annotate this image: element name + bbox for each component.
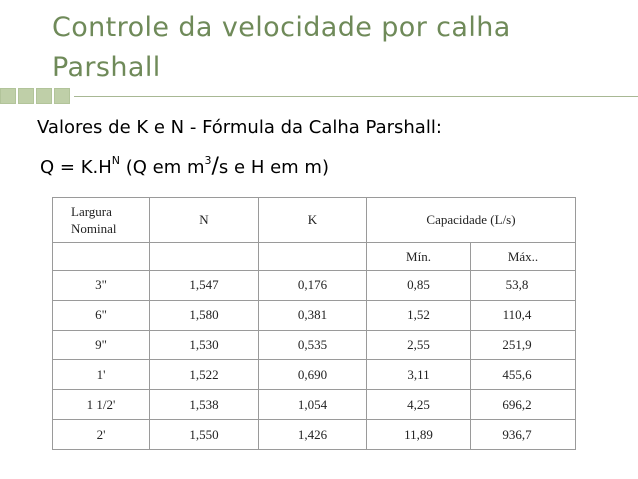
parshall-table (52, 197, 576, 450)
cell-largura: 1 1/2' (53, 390, 150, 420)
header-largura-line2: Nominal (71, 221, 117, 236)
table-row (53, 300, 576, 330)
header-row (53, 198, 576, 243)
cell-min: 2,55 (367, 330, 471, 360)
square-icon (36, 88, 52, 104)
decorative-squares (0, 86, 72, 106)
header-largura (53, 198, 150, 243)
cell-max: 936,7 (471, 420, 576, 450)
title-divider (0, 86, 638, 106)
square-icon (18, 88, 34, 104)
formula-units-rest: s e H em m) (218, 157, 329, 178)
formula-q: Q = K.H (40, 157, 112, 178)
formula-units-open: (Q em m (120, 157, 205, 178)
header-capacidade: Capacidade (L/s) (367, 198, 576, 243)
cell-min: 1,52 (367, 300, 471, 330)
header-min: Mín. (367, 243, 471, 271)
cell-n: 1,547 (150, 271, 259, 301)
cell-min: 4,25 (367, 390, 471, 420)
formula-exponent-3: 3 (204, 154, 212, 167)
cell-n: 1,522 (150, 360, 259, 390)
cell-n: 1,580 (150, 300, 259, 330)
table-row (53, 330, 576, 360)
header-max: Máx.. (471, 243, 576, 271)
subheader-empty (150, 243, 259, 271)
cell-min: 0,85 (367, 271, 471, 301)
cell-k: 1,426 (259, 420, 367, 450)
square-icon (0, 88, 16, 104)
cell-k: 0,690 (259, 360, 367, 390)
header-largura-line1: Largura (71, 204, 112, 219)
cell-k: 0,381 (259, 300, 367, 330)
cell-max: 696,2 (471, 390, 576, 420)
cell-k: 0,535 (259, 330, 367, 360)
square-icon (54, 88, 70, 104)
cell-max: 110,4 (471, 300, 576, 330)
cell-max: 251,9 (471, 330, 576, 360)
table-row (53, 420, 576, 450)
cell-n: 1,538 (150, 390, 259, 420)
cell-largura: 1' (53, 360, 150, 390)
cell-min: 3,11 (367, 360, 471, 390)
cell-n: 1,530 (150, 330, 259, 360)
cell-n: 1,550 (150, 420, 259, 450)
formula-exponent-n: N (111, 154, 120, 167)
cell-k: 0,176 (259, 271, 367, 301)
slide-title: Controle da velocidade por calha Parshall (52, 12, 511, 83)
table-row (53, 271, 576, 301)
table-row (53, 390, 576, 420)
cell-largura: 3" (53, 271, 150, 301)
cell-k: 1,054 (259, 390, 367, 420)
cell-min: 11,89 (367, 420, 471, 450)
header-n: N (150, 198, 259, 243)
cell-largura: 6" (53, 300, 150, 330)
slide-subtitle: Valores de K e N - Fórmula da Calha Parshall: (37, 117, 442, 138)
cell-largura: 2' (53, 420, 150, 450)
cell-max: 455,6 (471, 360, 576, 390)
divider-line (74, 96, 638, 97)
header-k: K (259, 198, 367, 243)
subheader-empty (53, 243, 150, 271)
cell-largura: 9" (53, 330, 150, 360)
subheader-empty (259, 243, 367, 271)
cell-max: 53,8 (471, 271, 576, 301)
subheader-row (53, 243, 576, 271)
formula (40, 154, 329, 179)
table-row (53, 360, 576, 390)
formula-slash: / (211, 154, 219, 179)
